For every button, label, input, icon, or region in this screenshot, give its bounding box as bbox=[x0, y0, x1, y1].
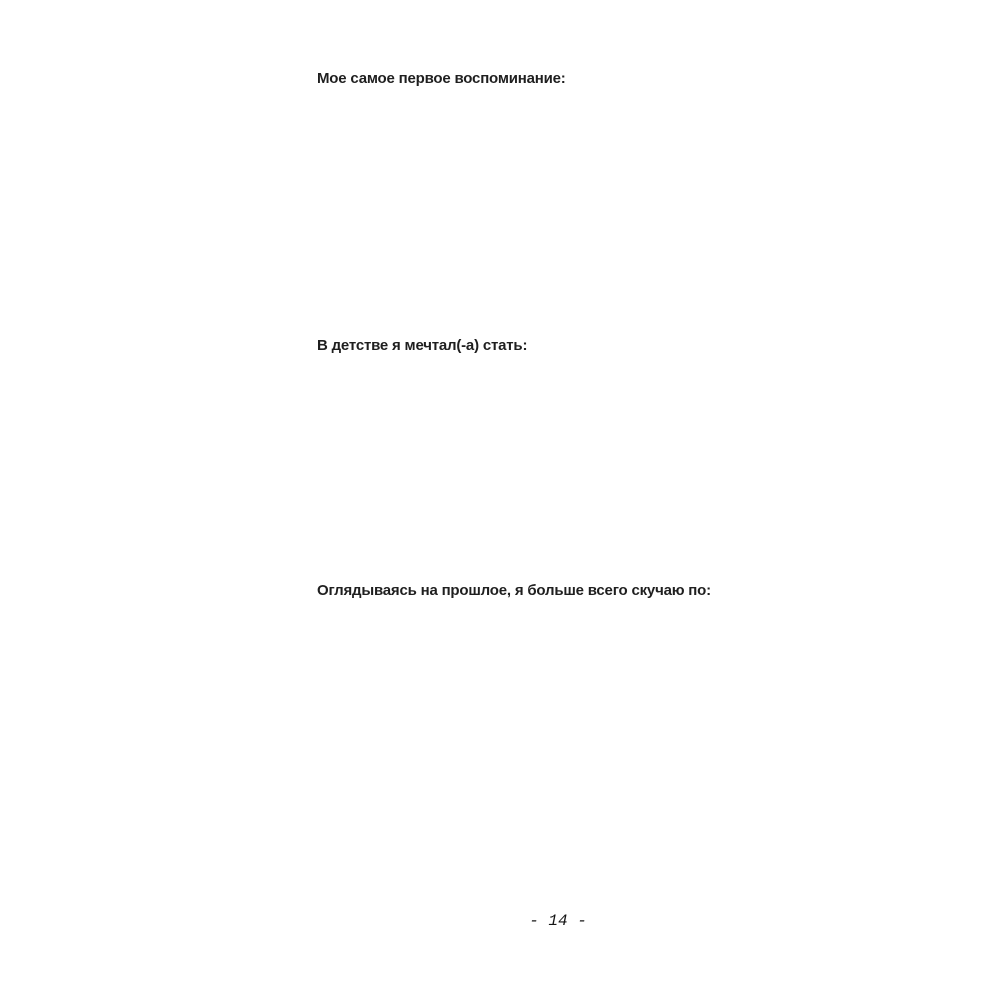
prompt-first-memory: Мое самое первое воспоминание: bbox=[317, 70, 566, 87]
answer-space-first-memory bbox=[317, 95, 717, 330]
page-number: - 14 - bbox=[529, 912, 587, 930]
answer-space-childhood-dream bbox=[317, 362, 717, 575]
prompt-miss-most: Оглядываясь на прошлое, я больше всего скучаю по: bbox=[317, 582, 711, 599]
prompt-childhood-dream: В детстве я мечтал(-а) стать: bbox=[317, 337, 528, 354]
answer-space-miss-most bbox=[317, 607, 717, 897]
